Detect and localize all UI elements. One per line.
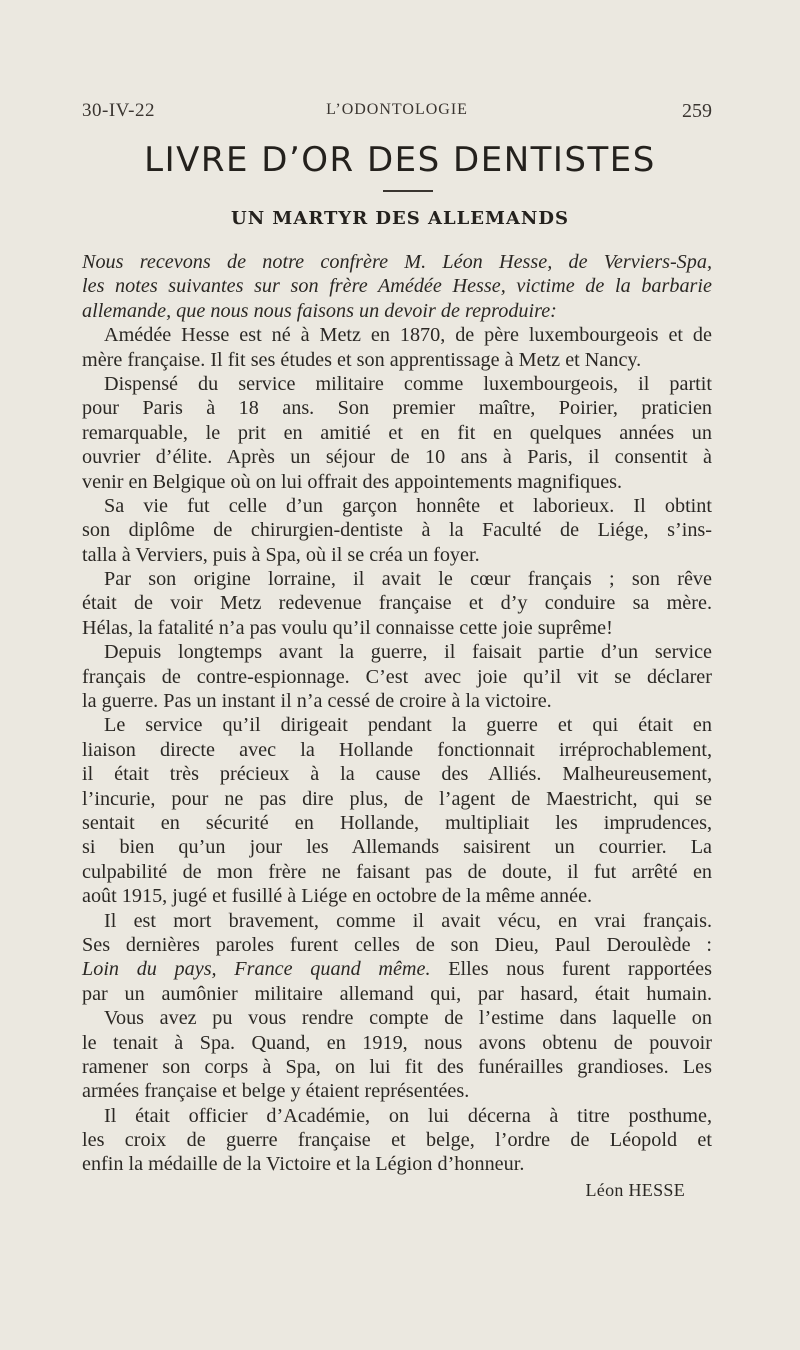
paragraph-line: enfin la médaille de la Victoire et la Légion d’honneur. xyxy=(82,1153,525,1176)
article-subtitle: UN MARTYR DES ALLEMANDS xyxy=(231,208,569,229)
paragraph-line: pour Paris à 18 ans. Son premier maître, Poirier, praticien xyxy=(82,397,712,420)
intro-line: les notes suivantes sur son frère Amédée Hesse, victime de la barbarie xyxy=(82,275,712,298)
paragraph-line: Le service qu’il dirigeait pendant la guerre et qui était en xyxy=(104,714,712,737)
paragraph-line: armées française et belge y étaient représentées. xyxy=(82,1080,470,1103)
paragraph-line: Il est mort bravement, comme il avait vécu, en vrai français. xyxy=(104,909,712,932)
paragraph-line: Dispensé du service militaire comme luxembourgeois, il partit xyxy=(104,372,712,395)
intro-line: allemande, que nous nous faisons un devoir de reproduire: xyxy=(82,299,557,322)
paragraph-line: l’incurie, pour ne pas dire plus, de l’agent de Maestricht, qui se xyxy=(82,787,712,810)
author-signature: Léon HESSE xyxy=(585,1180,685,1200)
paragraph-line: Par son origine lorraine, il avait le cœur français ; son rêve xyxy=(104,568,712,591)
paragraph-line: français de contre-espionnage. C’est avec joie qu’il vit se déclarer xyxy=(82,665,712,688)
paragraph-line: Amédée Hesse est né à Metz en 1870, de père luxembourgeois et de xyxy=(104,324,712,347)
paragraph-line: Il était officier d’Académie, on lui décerna à titre posthume, xyxy=(104,1104,712,1127)
paragraph-line: Hélas, la fatalité n’a pas voulu qu’il connaisse cette joie suprême! xyxy=(82,616,613,639)
title-divider xyxy=(383,190,433,192)
paragraph-line: le tenait à Spa. Quand, en 1919, nous avons obtenu de pouvoir xyxy=(82,1031,712,1054)
paragraph-line: son diplôme de chirurgien-dentiste à la Faculté de Liége, s’ins- xyxy=(82,519,712,542)
motto-rest: Elles nous furent rapportées xyxy=(430,958,713,981)
issue-date: 30-IV-22 xyxy=(82,100,155,121)
motto-line xyxy=(82,957,712,981)
paragraph-line: mère française. Il fit ses études et son apprentissage à Metz et Nancy. xyxy=(82,348,642,371)
paragraph-line: ouvrier d’élite. Après un séjour de 10 ans à Paris, il consentit à xyxy=(82,446,712,469)
running-header xyxy=(82,100,712,124)
paragraph-line: août 1915, jugé et fusillé à Liége en octobre de la même année. xyxy=(82,885,593,908)
paragraph-line: par un aumônier militaire allemand qui, par hasard, était humain. xyxy=(82,982,712,1005)
paragraph-line: talla à Verviers, puis à Spa, où il se créa un foyer. xyxy=(82,543,480,566)
paragraph-line: sentait en sécurité en Hollande, multipliait les imprudences, xyxy=(82,811,712,834)
paragraph-line: était de voir Metz redevenue française et d’y conduire sa mère. xyxy=(82,592,712,615)
paragraph-line: la guerre. Pas un instant il n’a cessé de croire à la victoire. xyxy=(82,690,552,713)
paragraph-line: Vous avez pu vous rendre compte de l’estime dans laquelle on xyxy=(104,1007,712,1030)
paragraph-line: ramener son corps à Spa, on lui fit des funérailles grandioses. Les xyxy=(82,1055,712,1078)
journal-title: L’ODONTOLOGIE xyxy=(326,101,468,118)
paragraph-line: Sa vie fut celle d’un garçon honnête et laborieux. Il obtint xyxy=(104,494,712,517)
paragraph-line: Ses dernières paroles furent celles de son Dieu, Paul Deroulède : xyxy=(82,933,712,956)
paragraph-line: venir en Belgique où on lui offrait des appointements magnifiques. xyxy=(82,470,623,493)
paragraph-line: remarquable, le prit en amitié et en fit en quelques années un xyxy=(82,421,712,444)
page-number: 259 xyxy=(682,100,712,122)
motto-quote: Loin du pays, France quand même. xyxy=(82,958,431,981)
paragraph-line: culpabilité de mon frère ne faisant pas de doute, il fut arrêté en xyxy=(82,860,712,883)
paragraph-line: il était très précieux à la cause des Alliés. Malheureusement, xyxy=(82,763,712,786)
paragraph-line: liaison directe avec la Hollande fonctionnait irréprochablement, xyxy=(82,738,712,761)
article-title: LIVRE D’OR DES DENTISTES xyxy=(144,140,656,180)
paragraph-line: Depuis longtemps avant la guerre, il faisait partie d’un service xyxy=(104,641,712,664)
paragraph-line: si bien qu’un jour les Allemands saisirent un courrier. La xyxy=(82,836,712,859)
paragraph-line: les croix de guerre française et belge, l’ordre de Léopold et xyxy=(82,1129,712,1152)
intro-line: Nous recevons de notre confrère M. Léon Hesse, de Verviers-Spa, xyxy=(82,251,712,273)
article-body xyxy=(82,250,712,1177)
